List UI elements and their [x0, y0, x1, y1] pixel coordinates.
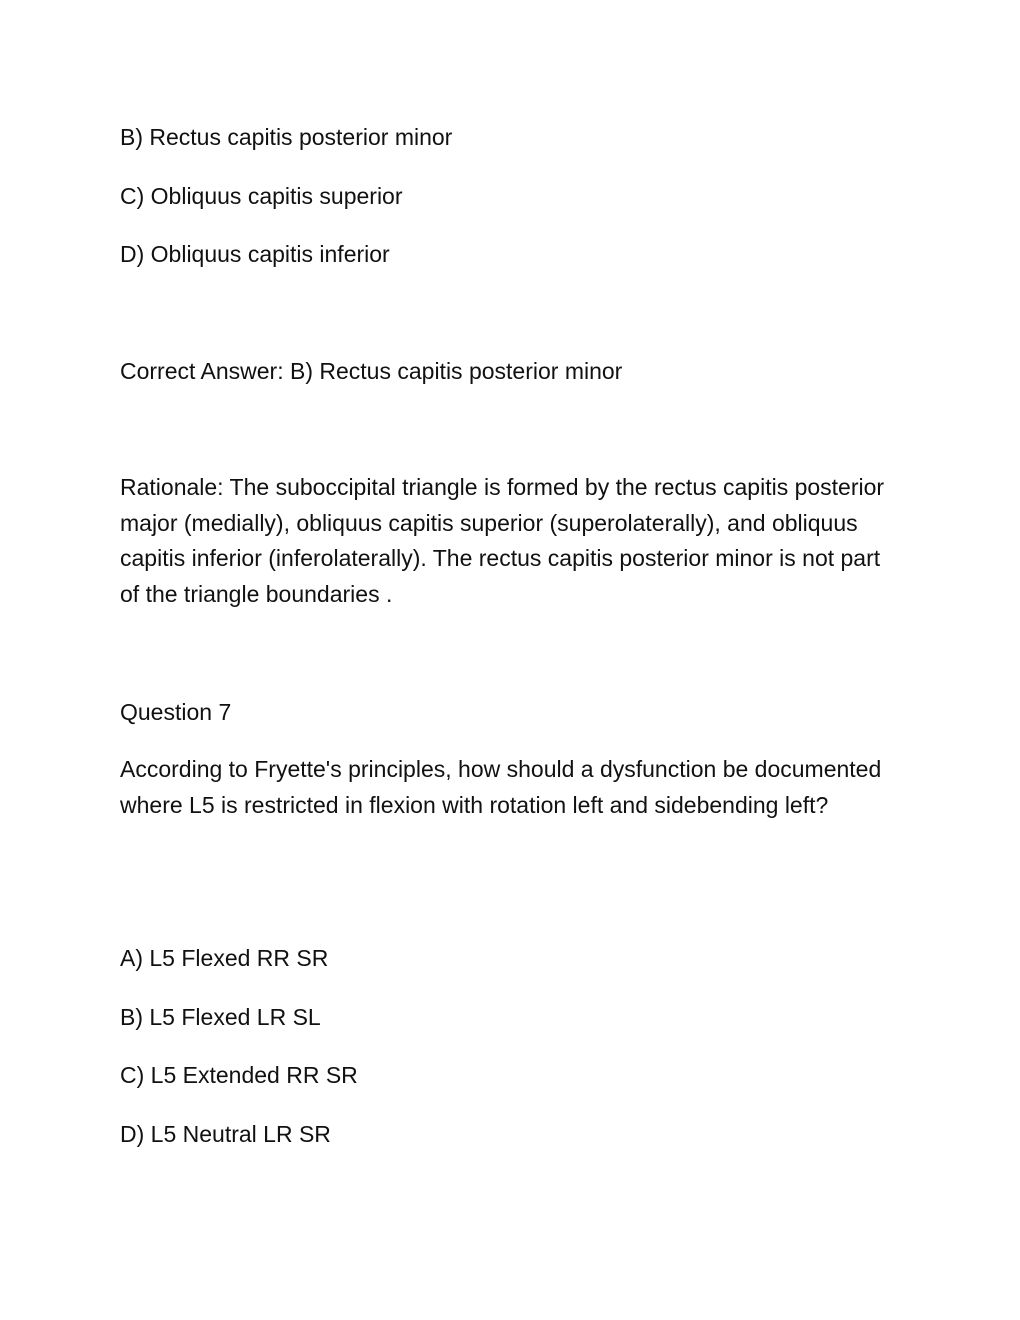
answer-option-c: C) Obliquus capitis superior — [120, 183, 403, 209]
question-heading: Question 7 — [120, 699, 232, 725]
answer-option-b: B) L5 Flexed LR SL — [120, 1004, 321, 1030]
answer-option-c: C) L5 Extended RR SR — [120, 1062, 358, 1088]
question-text: According to Fryette's principles, how should a dysfunction be documented where L5 is restricted in flexion with rotation left and sidebending left? — [120, 756, 882, 818]
answer-option-a: A) L5 Flexed RR SR — [120, 945, 329, 971]
rationale-paragraph: Rationale: The suboccipital triangle is formed by the rectus capitis posterior major (medially), obliquus capitis superior (superolaterally), and obliquus capitis inferior (inferolaterally). The rectus capitis posterior minor is not part of the triangle boundaries . — [120, 474, 885, 607]
answer-option-d: D) L5 Neutral LR SR — [120, 1121, 331, 1147]
answer-option-b: B) Rectus capitis posterior minor — [120, 124, 453, 150]
correct-answer: Correct Answer: B) Rectus capitis posterior minor — [120, 358, 623, 384]
answer-option-d: D) Obliquus capitis inferior — [120, 241, 390, 267]
